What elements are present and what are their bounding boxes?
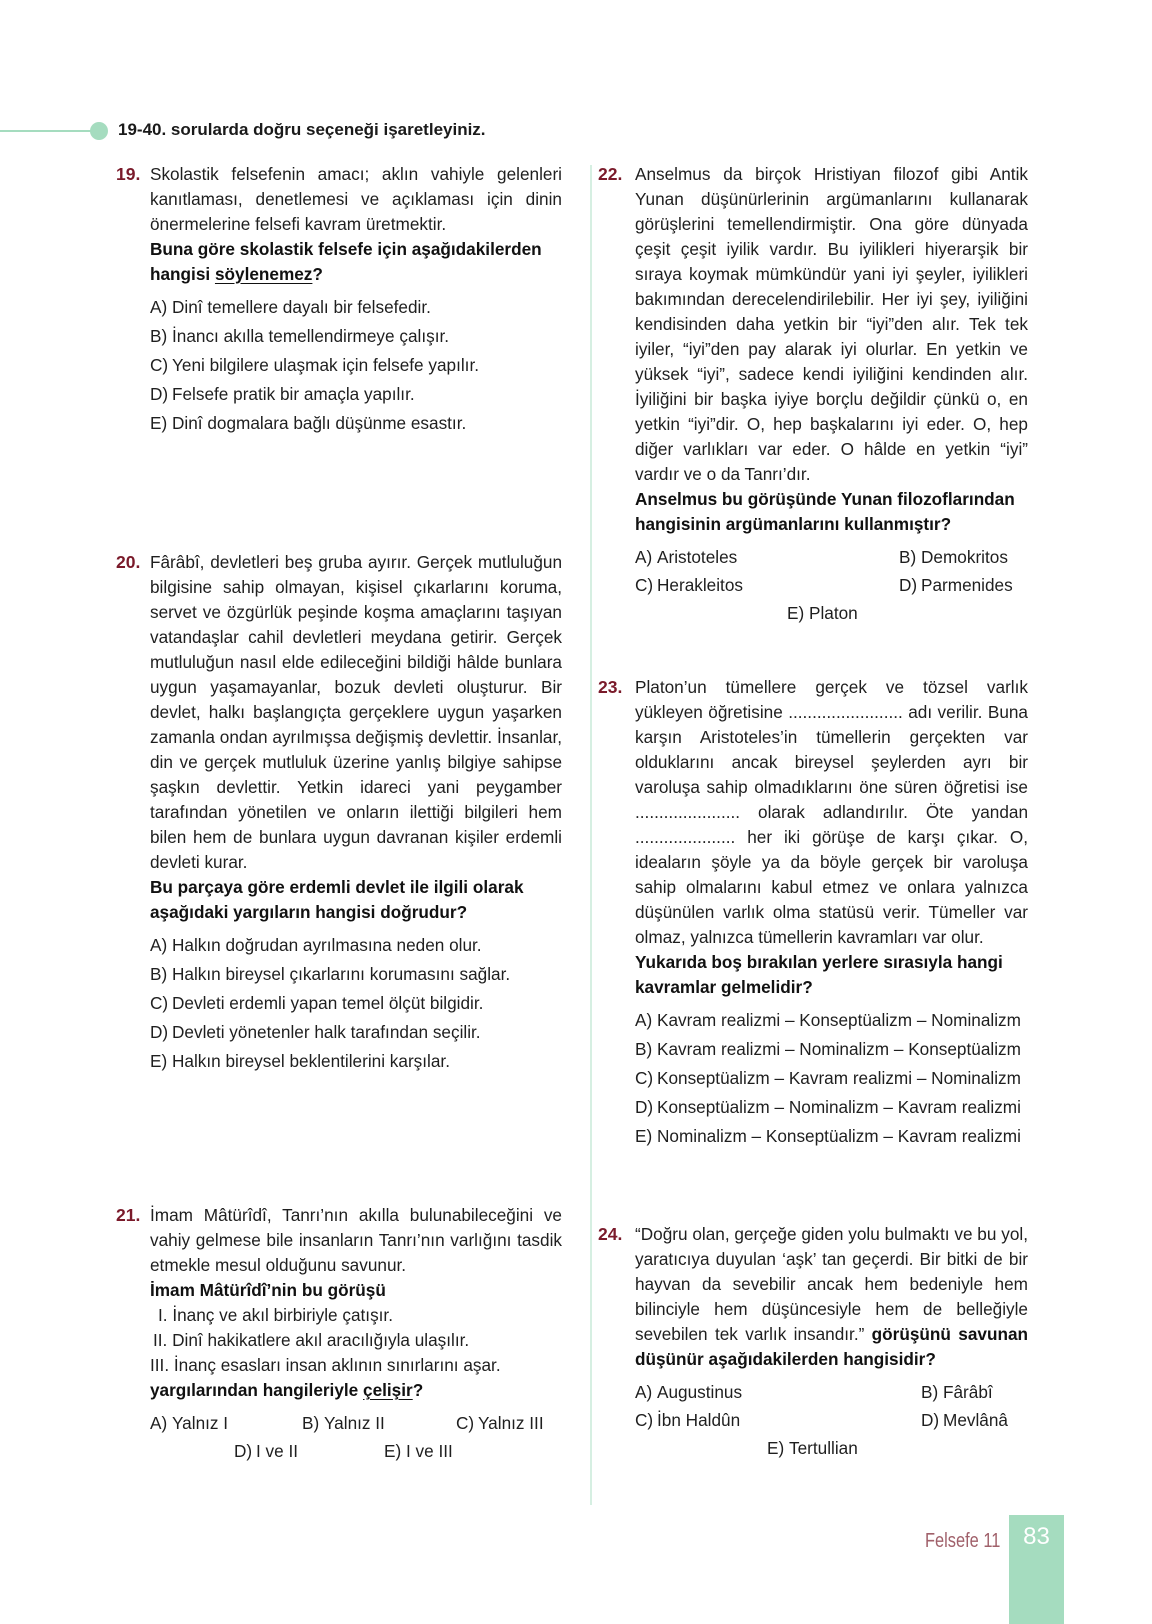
question-number: 20. xyxy=(116,552,141,572)
statement-i: I. İnanç ve akıl birbiriyle çatışır. xyxy=(158,1305,393,1325)
book-title: Felsefe 11 xyxy=(925,1530,1001,1552)
bullet-dot-icon xyxy=(90,122,108,140)
option-c[interactable]: C) Yeni bilgilere ulaşmak için felsefe yapılır. xyxy=(150,355,479,375)
question-21 xyxy=(116,1203,562,1467)
statement-iii: III. İnanç esasları insan aklının sınırlarını aşar. xyxy=(150,1355,501,1375)
option-e[interactable]: E) Platon xyxy=(787,603,858,623)
question-stem: “Doğru olan, gerçeğe giden yolu bulmaktı ve bu yol, yaratıcıya duyulan ‘aşk’ tan geçerdi. Bir bitki de bir hayvan da sevebilir ancak hem bedeniyle hem bilinciyle hem düşüncesiyle hem de belleğiyle sevebilen tek varlık insandır.” görüşünü savunan düşünür aşağıdakilerden hangisidir? xyxy=(635,1224,1028,1369)
decorative-line xyxy=(0,130,96,132)
option-a[interactable]: A) Yalnız I xyxy=(150,1413,229,1433)
question-24 xyxy=(598,1222,1028,1464)
option-c[interactable]: C) İbn Haldûn xyxy=(635,1410,741,1430)
question-19 xyxy=(116,162,562,438)
option-e[interactable]: E) Tertullian xyxy=(767,1438,858,1458)
option-c[interactable]: C) Konseptüalizm – Kavram realizmi – Nominalizm xyxy=(635,1068,1021,1088)
option-b[interactable]: B) Halkın bireysel çıkarlarını korumasını sağlar. xyxy=(150,964,511,984)
page-number-tab xyxy=(1009,1515,1064,1624)
question-prompt: Anselmus bu görüşünde Yunan filozoflarından hangisinin argümanlarını kullanmıştır? xyxy=(635,489,1015,534)
statement-ii: II. Dinî hakikatlere akıl aracılığıyla ulaşılır. xyxy=(153,1330,470,1350)
option-b[interactable]: B) Yalnız II xyxy=(302,1413,385,1433)
question-stem: Fârâbî, devletleri beş gruba ayırır. Gerçek mutluluğun bilgisine sahip olmayan, kişisel çıkarlarını koruma, servet ve özgürlük peşinde koşma amaçlarını taşıyan vatandaşlar cahil devletleri meydana getirir. Gerçek mutluluğun nasıl elde edileceğini bildiği hâlde bunlara uygun yaşamayanlar, bozuk devleti oluşturur. Bir devlet, halkı başlangıçta gerçeklere uygun yaşarken zamanla ondan ayrılmışsa değişmiş devlettir. İnsanlar, din ve gerçek mutluluk üzerine yanlış bilgiye sahipse şaşkın devlettir. Yetkin idareci yani peygamber tarafından yönetilen ve onların ilettiği bilgileri hem bilen hem de bunlara uygun davranan kişiler erdemli devleti kurar. xyxy=(150,552,562,872)
question-prompt-intro: İmam Mâtürîdî’nin bu görüşü xyxy=(150,1280,386,1300)
question-22 xyxy=(598,162,1028,629)
question-stem: Platon’un tümellere gerçek ve tözsel varlık yükleyen öğretisine ........................ adı verilir. Buna karşın Aristoteles’in tümellerin gerçekten var olduklarını ancak bireysel şeylerden ayrı bir varoluşa sahip olmadıklarını öne süren öğretisi ise ...................... olarak adlandırılır. Öte yandan ..................... her iki görüşe de karşı çıkar. O, ideaların şöyle ya da böyle gerçek bir varoluşa sahip olmalarını kabul etmez ve onlara yalnızca düşünülen varlık olma statüsü verir. Tümeller var olmaz, yalnızca tümellerin kavramları var olur. xyxy=(635,677,1028,947)
question-20 xyxy=(116,550,562,1076)
option-b[interactable]: B) Fârâbî xyxy=(921,1382,993,1402)
question-prompt: Buna göre skolastik felsefe için aşağıdakilerden hangisi söylenemez? xyxy=(150,239,542,284)
option-d[interactable]: D) Felsefe pratik bir amaçla yapılır. xyxy=(150,384,415,404)
option-c[interactable]: C) Yalnız III xyxy=(456,1413,544,1433)
question-prompt: Yukarıda boş bırakılan yerlere sırasıyla hangi kavramlar gelmelidir? xyxy=(635,952,1003,997)
option-a[interactable]: A) Kavram realizmi – Konseptüalizm – Nominalizm xyxy=(635,1010,1021,1030)
question-number: 24. xyxy=(598,1224,623,1244)
option-e[interactable]: E) I ve III xyxy=(384,1441,453,1461)
option-d[interactable]: D) Konseptüalizm – Nominalizm – Kavram realizmi xyxy=(635,1097,1021,1117)
option-d[interactable]: D) Mevlânâ xyxy=(921,1410,1008,1430)
option-e[interactable]: E) Dinî dogmalara bağlı düşünme esastır. xyxy=(150,413,467,433)
question-stem: Anselmus da birçok Hristiyan filozof gibi Antik Yunan düşünürlerinin argümanlarını kullanarak görüşlerini temellendirmiştir. Ona göre dünyada çeşit çeşit iyilik vardır. Bu iyilikleri hiyerarşik bir sıraya koymak mümkündür yani iyi şeyler, iyilikleri bakımından derecelendirilebilir. Her iyi şey, iyiliğini kendisinden daha yetkin bir “iyi”den alır. Tek tek iyiler, “iyi”den pay alarak iyi olurlar. En yetkin ve yüksek “iyi”, sadece kendi iyiliğini kendinden alır. İyiliğini bir başka iyiye borçlu değildir çünkü o, en yetkin “iyi”dir. O, hep başkalarını iyi eder. O, hep diğer varlıkları var eder. O hâlde en yetkin “iyi” vardır ve o da Tanrı’dır. xyxy=(635,164,1028,484)
option-b[interactable]: B) Kavram realizmi – Nominalizm – Konseptüalizm xyxy=(635,1039,1021,1059)
option-a[interactable]: A) Augustinus xyxy=(635,1382,743,1402)
page-number: 83 xyxy=(1023,1523,1050,1550)
column-divider xyxy=(590,165,592,1505)
section-instruction xyxy=(0,120,700,144)
option-c[interactable]: C) Devleti erdemli yapan temel ölçüt bilgidir. xyxy=(150,993,484,1013)
option-a[interactable]: A) Halkın doğrudan ayrılmasına neden olur. xyxy=(150,935,482,955)
question-stem: İmam Mâtürîdî, Tanrı’nın akılla bulunabileceğini ve vahiy gelmese bile insanların Tanrı’nın varlığını tasdik etmekle mesul olduğunu savunur. xyxy=(150,1205,562,1275)
question-stem: Skolastik felsefenin amacı; aklın vahiyle gelenleri kanıtlaması, denetlemesi ve açıklaması için dinin önermelerine felsefi kavram üretmektir. xyxy=(150,164,562,234)
question-prompt: görüşünü savunan düşünür aşağıdakilerden hangisidir? xyxy=(635,1324,1028,1369)
option-d[interactable]: D) I ve II xyxy=(234,1441,299,1461)
instruction-title: 19-40. sorularda doğru seçeneği işaretleyiniz. xyxy=(118,120,486,139)
question-number: 21. xyxy=(116,1205,141,1225)
option-b[interactable]: B) İnancı akılla temellendirmeye çalışır. xyxy=(150,326,450,346)
question-number: 19. xyxy=(116,164,141,184)
option-e[interactable]: E) Halkın bireysel beklentilerini karşılar. xyxy=(150,1051,450,1071)
option-d[interactable]: D) Parmenides xyxy=(899,575,1013,595)
option-d[interactable]: D) Devleti yönetenler halk tarafından seçilir. xyxy=(150,1022,481,1042)
question-23 xyxy=(598,675,1028,1151)
option-e[interactable]: E) Nominalizm – Konseptüalizm – Kavram realizmi xyxy=(635,1126,1021,1146)
option-c[interactable]: C) Herakleitos xyxy=(635,575,743,595)
question-number: 22. xyxy=(598,164,623,184)
question-prompt: yargılarından hangileriyle çelişir? xyxy=(150,1380,424,1400)
option-a[interactable]: A) Aristoteles xyxy=(635,547,738,567)
option-a[interactable]: A) Dinî temellere dayalı bir felsefedir. xyxy=(150,297,431,317)
question-prompt: Bu parçaya göre erdemli devlet ile ilgili olarak aşağıdaki yargıların hangisi doğrudur? xyxy=(150,877,524,922)
option-b[interactable]: B) Demokritos xyxy=(899,547,1008,567)
question-number: 23. xyxy=(598,677,623,697)
